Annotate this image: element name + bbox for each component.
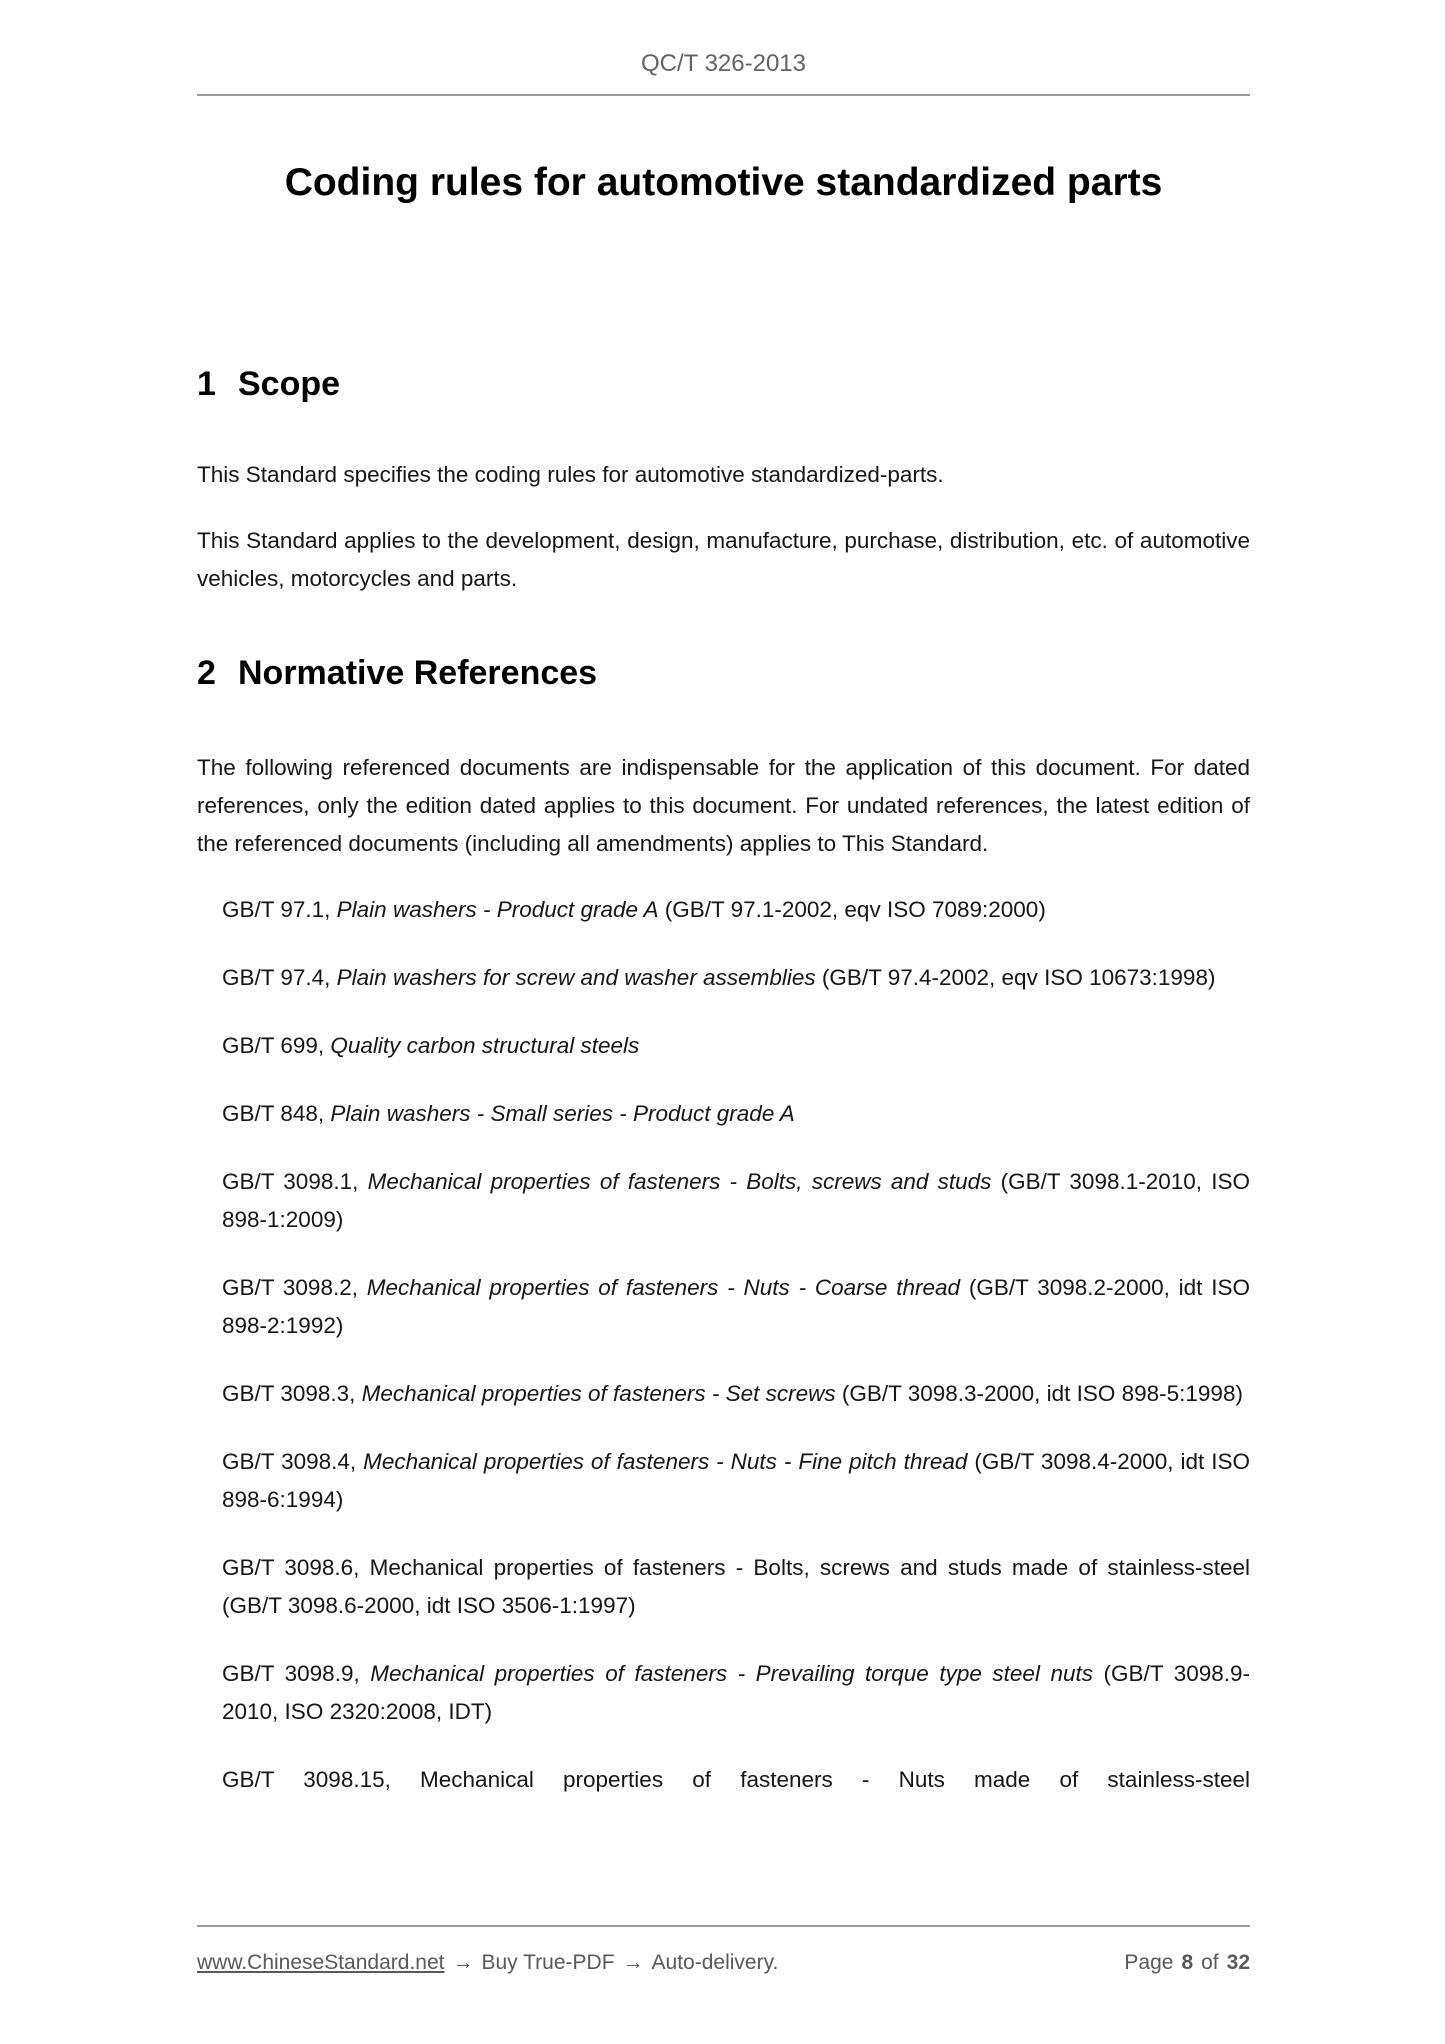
reference-item <box>222 1095 1250 1133</box>
reference-code: GB/T 97.1, <box>222 897 337 922</box>
reference-title: Quality carbon structural steels <box>330 1033 640 1058</box>
reference-list <box>222 891 1250 1799</box>
reference-code: GB/T 97.4, <box>222 965 337 990</box>
page-footer <box>197 1950 1250 1976</box>
of-label: of <box>1201 1951 1219 1974</box>
reference-code: GB/T 3098.4, <box>222 1449 364 1474</box>
footer-site-line <box>197 1950 778 1976</box>
normative-references-intro: The following referenced documents are indispensable for the application of this document. For dated references, only the edition dated applies to this document. For undated references, the latest edition of the referenced documents (including all amendments) applies to This Standard. <box>197 755 1250 856</box>
reference-item <box>222 959 1250 997</box>
reference-item <box>222 1375 1250 1413</box>
reference-detail: (GB/T 3098.4-2000, idt ISO 898-6:1994) <box>222 1449 1251 1512</box>
section-2-heading <box>197 653 1250 693</box>
reference-detail: (GB/T 3098.1-2010, ISO 898-1:2009) <box>222 1169 1250 1232</box>
reference-code: GB/T 699, <box>222 1033 331 1058</box>
footer-rule <box>197 1925 1250 1927</box>
section-1-heading <box>197 364 1250 404</box>
scope-paragraph-1: This Standard specifies the coding rules for automotive standardized-parts. <box>197 462 944 487</box>
reference-title: Mechanical properties of fasteners - Nuts - Coarse thread <box>366 1275 961 1300</box>
reference-detail: (GB/T 97.1-2002, eqv ISO 7089:2000) <box>658 897 1046 922</box>
page-label: Page <box>1124 1951 1174 1974</box>
section-2-number: 2 <box>197 654 216 692</box>
page-content <box>197 0 1250 1799</box>
reference-detail: (GB/T 3098.3-2000, idt ISO 898-5:1998) <box>835 1381 1243 1406</box>
section-1-number: 1 <box>197 365 216 403</box>
reference-title: Mechanical properties of fasteners - Nuts - Fine pitch thread <box>363 1449 968 1474</box>
reference-item <box>222 1655 1250 1731</box>
header-rule <box>197 94 1250 96</box>
reference-item <box>222 891 1250 929</box>
reference-item <box>222 1761 1250 1799</box>
page-total: 32 <box>1226 1951 1250 1974</box>
reference-title: Mechanical properties of fasteners - Prevailing torque type steel nuts <box>370 1661 1094 1686</box>
footer-delivery-text: Auto-delivery. <box>651 1951 779 1974</box>
document-title: Coding rules for automotive standardized parts <box>284 161 1163 204</box>
reference-title: Plain washers for screw and washer assemblies <box>336 965 816 990</box>
section-2-heading-text: Normative References <box>238 654 598 692</box>
reference-title: Plain washers - Product grade A <box>336 897 659 922</box>
reference-title: Mechanical properties of fasteners - Bolts, screws and studs <box>367 1169 992 1194</box>
reference-detail: (GB/T 3098.2-2000, idt ISO 898-2:1992) <box>222 1275 1251 1338</box>
reference-code: GB/T 3098.15, Mechanical properties of fasteners - Nuts made of stainless-steel <box>222 1767 1250 1792</box>
header-doc-code: QC/T 326-2013 <box>641 50 806 77</box>
reference-title: Plain washers - Small series - Product grade A <box>330 1101 795 1126</box>
reference-detail: (GB/T 3098.9-2010, ISO 2320:2008, IDT) <box>222 1661 1251 1724</box>
reference-item <box>222 1549 1250 1625</box>
reference-code: GB/T 3098.6, Mechanical properties of fasteners - Bolts, screws and studs made of stainless-steel (GB/T 3098.6-2000, idt ISO 3506-1:1997) <box>222 1555 1250 1618</box>
reference-detail: (GB/T 97.4-2002, eqv ISO 10673:1998) <box>815 965 1216 990</box>
reference-code: GB/T 848, <box>222 1101 331 1126</box>
arrow-icon: → <box>622 1951 644 1974</box>
reference-code: GB/T 3098.9, <box>222 1661 371 1686</box>
reference-item <box>222 1027 1250 1065</box>
reference-item <box>222 1163 1250 1239</box>
footer-buy-text: Buy True-PDF <box>481 1951 615 1974</box>
reference-item <box>222 1269 1250 1345</box>
page-number: 8 <box>1181 1951 1194 1974</box>
reference-code: GB/T 3098.2, <box>222 1275 367 1300</box>
scope-paragraph-2: This Standard applies to the development, design, manufacture, purchase, distribution, etc. of automotive vehicles, motorcycles and parts. <box>197 528 1250 591</box>
site-link[interactable]: www.ChineseStandard.net <box>197 1951 445 1974</box>
reference-code: GB/T 3098.3, <box>222 1381 362 1406</box>
reference-code: GB/T 3098.1, <box>222 1169 368 1194</box>
footer-page-info <box>1124 1950 1250 1976</box>
arrow-icon: → <box>452 1951 474 1974</box>
reference-title: Mechanical properties of fasteners - Set screws <box>361 1381 836 1406</box>
reference-item <box>222 1443 1250 1519</box>
section-1-heading-text: Scope <box>238 365 341 403</box>
